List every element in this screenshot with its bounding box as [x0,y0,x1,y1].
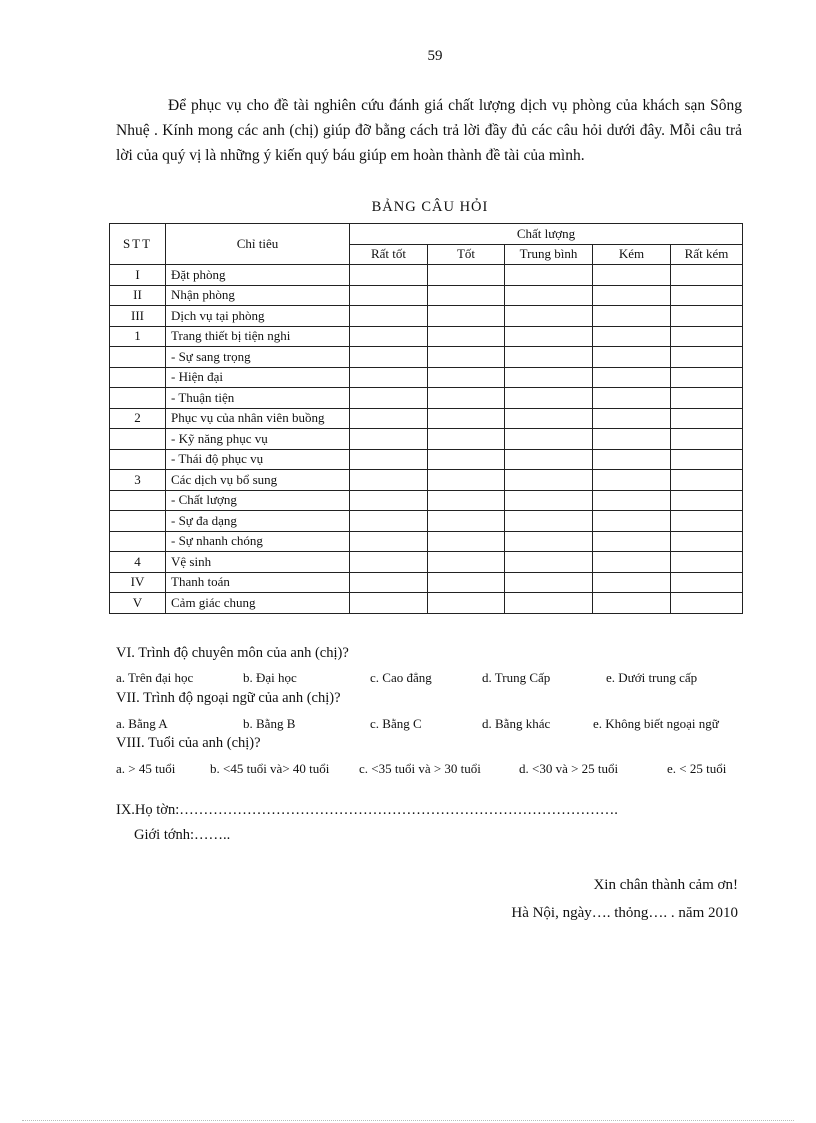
rating-cell[interactable] [671,531,743,552]
rating-cell[interactable] [350,408,428,429]
rating-cell[interactable] [505,593,593,614]
rating-cell[interactable] [428,511,505,532]
option[interactable]: d. Trung Cấp [482,670,551,685]
rating-cell[interactable] [505,490,593,511]
rating-cell[interactable] [350,285,428,306]
rating-cell[interactable] [593,408,671,429]
rating-cell[interactable] [671,593,743,614]
table-row [110,326,743,347]
rating-cell[interactable] [593,285,671,306]
table-row [110,531,743,552]
rating-cell[interactable] [671,367,743,388]
table-row [110,552,743,573]
rating-cell[interactable] [428,326,505,347]
table-row [110,306,743,327]
table-row [110,265,743,286]
row-criteria: - Chất lượng [166,490,350,511]
rating-cell[interactable] [593,367,671,388]
survey-table [109,223,743,614]
row-criteria: - Thuận tiện [166,388,350,409]
rating-cell[interactable] [428,408,505,429]
rating-cell[interactable] [428,285,505,306]
option[interactable]: c. Cao đẳng [370,670,432,685]
rating-cell[interactable] [593,531,671,552]
row-stt: 3 [110,470,166,491]
rating-cell[interactable] [428,572,505,593]
row-stt: 2 [110,408,166,429]
rating-cell[interactable] [505,470,593,491]
option[interactable]: e. < 25 tuổi [667,761,727,776]
option[interactable]: a. Bằng A [116,716,168,731]
table-row [110,593,743,614]
table-row [110,388,743,409]
rating-cell[interactable] [350,593,428,614]
row-stt: 4 [110,552,166,573]
rating-cell[interactable] [671,552,743,573]
options-vi [116,670,746,690]
option[interactable]: c. <35 tuổi và > 30 tuổi [359,761,481,776]
rating-cell[interactable] [505,306,593,327]
rating-cell[interactable] [593,552,671,573]
rating-cell[interactable] [593,449,671,470]
rating-cell[interactable] [428,306,505,327]
rating-cell[interactable] [505,572,593,593]
rating-cell[interactable] [593,265,671,286]
rating-cell[interactable] [593,429,671,450]
header-rating: Kém [593,244,671,265]
table-row [110,285,743,306]
row-criteria: Các dịch vụ bổ sung [166,470,350,491]
rating-cell[interactable] [428,429,505,450]
rating-cell[interactable] [593,490,671,511]
table-row [110,449,743,470]
question-vii: VII. Trình độ ngoại ngữ của anh (chị)? [116,690,341,706]
question-viii: VIII. Tuổi của anh (chị)? [116,735,261,751]
options-viii [116,761,746,781]
gender-line[interactable]: Giới tớnh:…….. [134,827,231,843]
row-stt [110,449,166,470]
date-line: Hà Nội, ngày…. thỏng…. . năm 2010 [511,905,738,921]
table-row [110,572,743,593]
intro-text: Để phục vụ cho đề tài nghiên cứu đánh giá chất lượng dịch vụ phòng của khách sạn Sông Nhuệ . Kính mong các anh (chị) giúp đỡ bằng cách trả lời đầy đủ các câu hỏi dưới đây. Mỗi câu trả lời của quý vị là những ý kiến quý báu giúp em hoàn thành đề tài của mình. [116,97,742,164]
name-line[interactable]: IX.Họ tờn:………………………………………………………………………………. [116,802,618,818]
row-criteria: - Kỹ năng phục vụ [166,429,350,450]
rating-cell[interactable] [671,306,743,327]
header-rating: Rất tốt [350,244,428,265]
page-bottom-rule [22,1120,794,1121]
option[interactable]: b. Đại học [243,670,297,685]
row-stt: 1 [110,326,166,347]
header-rating: Tốt [428,244,505,265]
rating-cell[interactable] [428,449,505,470]
thanks-text: Xin chân thành cảm ơn! [593,877,738,893]
rating-cell[interactable] [671,285,743,306]
rating-cell[interactable] [428,265,505,286]
rating-cell[interactable] [350,552,428,573]
rating-cell[interactable] [350,572,428,593]
rating-cell[interactable] [505,347,593,368]
option[interactable]: d. <30 và > 25 tuổi [519,761,619,776]
rating-cell[interactable] [505,285,593,306]
row-criteria: - Sự nhanh chóng [166,531,350,552]
rating-cell[interactable] [505,326,593,347]
rating-cell[interactable] [593,593,671,614]
row-stt: V [110,593,166,614]
option[interactable]: e. Không biết ngoại ngữ [593,716,719,731]
rating-cell[interactable] [505,367,593,388]
rating-cell[interactable] [593,511,671,532]
rating-cell[interactable] [428,470,505,491]
rating-cell[interactable] [593,388,671,409]
header-rating: Rất kém [671,244,743,265]
header-stt: STT [110,224,166,265]
rating-cell[interactable] [671,470,743,491]
row-criteria: Cảm giác chung [166,593,350,614]
table-row [110,408,743,429]
rating-cell[interactable] [671,408,743,429]
rating-cell[interactable] [350,429,428,450]
row-criteria: Phục vụ của nhân viên buồng [166,408,350,429]
rating-cell[interactable] [671,388,743,409]
row-stt [110,429,166,450]
rating-cell[interactable] [505,449,593,470]
rating-cell[interactable] [671,490,743,511]
rating-cell[interactable] [350,265,428,286]
rating-cell[interactable] [593,347,671,368]
table-row [110,429,743,450]
row-stt [110,367,166,388]
rating-cell[interactable] [671,265,743,286]
option[interactable]: e. Dưới trung cấp [606,670,698,685]
rating-cell[interactable] [505,408,593,429]
rating-cell[interactable] [350,388,428,409]
rating-cell[interactable] [350,306,428,327]
row-criteria: Dịch vụ tại phòng [166,306,350,327]
rating-cell[interactable] [350,347,428,368]
rating-cell[interactable] [350,511,428,532]
rating-cell[interactable] [671,511,743,532]
header-rating: Trung bình [505,244,593,265]
rating-cell[interactable] [593,572,671,593]
option[interactable]: d. Bằng khác [482,716,551,731]
rating-cell[interactable] [671,429,743,450]
row-stt [110,347,166,368]
table-row [110,490,743,511]
row-criteria: - Sự sang trọng [166,347,350,368]
rating-cell[interactable] [428,531,505,552]
table-row [110,347,743,368]
option[interactable]: c. Bằng C [370,716,422,731]
row-criteria: - Sự đa dạng [166,511,350,532]
rating-cell[interactable] [505,552,593,573]
rating-cell[interactable] [593,470,671,491]
row-criteria: Trang thiết bị tiện nghi [166,326,350,347]
rating-cell[interactable] [428,347,505,368]
rating-cell[interactable] [350,326,428,347]
row-criteria: Nhận phòng [166,285,350,306]
row-criteria: - Hiện đại [166,367,350,388]
row-criteria: - Thái độ phục vụ [166,449,350,470]
rating-cell[interactable] [350,490,428,511]
table-row [110,367,743,388]
row-criteria: Vệ sinh [166,552,350,573]
row-stt [110,490,166,511]
table-title: BẢNG CÂU HỎI [371,199,489,215]
intro-paragraph [116,93,742,168]
row-stt [110,511,166,532]
rating-cell[interactable] [593,326,671,347]
row-criteria: Thanh toán [166,572,350,593]
rating-cell[interactable] [671,326,743,347]
rating-cell[interactable] [428,367,505,388]
rating-cell[interactable] [505,429,593,450]
row-criteria: Đặt phòng [166,265,350,286]
rating-cell[interactable] [671,449,743,470]
row-stt [110,531,166,552]
table-row [110,511,743,532]
rating-cell[interactable] [505,388,593,409]
rating-cell[interactable] [428,490,505,511]
options-vii [116,716,746,736]
row-stt [110,388,166,409]
option[interactable]: a. > 45 tuổi [116,761,176,776]
rating-cell[interactable] [350,449,428,470]
page-number: 59 [427,48,443,64]
rating-cell[interactable] [671,347,743,368]
rating-cell[interactable] [350,470,428,491]
header-criteria: Chỉ tiêu [166,224,350,265]
rating-cell[interactable] [593,306,671,327]
header-quality-group: Chất lượng [350,224,743,245]
option[interactable]: b. <45 tuổi và> 40 tuổi [210,761,330,776]
row-stt: III [110,306,166,327]
rating-cell[interactable] [505,265,593,286]
table-row [110,470,743,491]
option[interactable]: a. Trên đại học [116,670,194,685]
rating-cell[interactable] [505,531,593,552]
row-stt: II [110,285,166,306]
rating-cell[interactable] [671,572,743,593]
row-stt: I [110,265,166,286]
rating-cell[interactable] [505,511,593,532]
rating-cell[interactable] [428,593,505,614]
option[interactable]: b. Bằng B [243,716,296,731]
rating-cell[interactable] [428,388,505,409]
rating-cell[interactable] [350,531,428,552]
row-stt: IV [110,572,166,593]
question-vi: VI. Trình độ chuyên môn của anh (chị)? [116,645,349,661]
rating-cell[interactable] [428,552,505,573]
rating-cell[interactable] [350,367,428,388]
